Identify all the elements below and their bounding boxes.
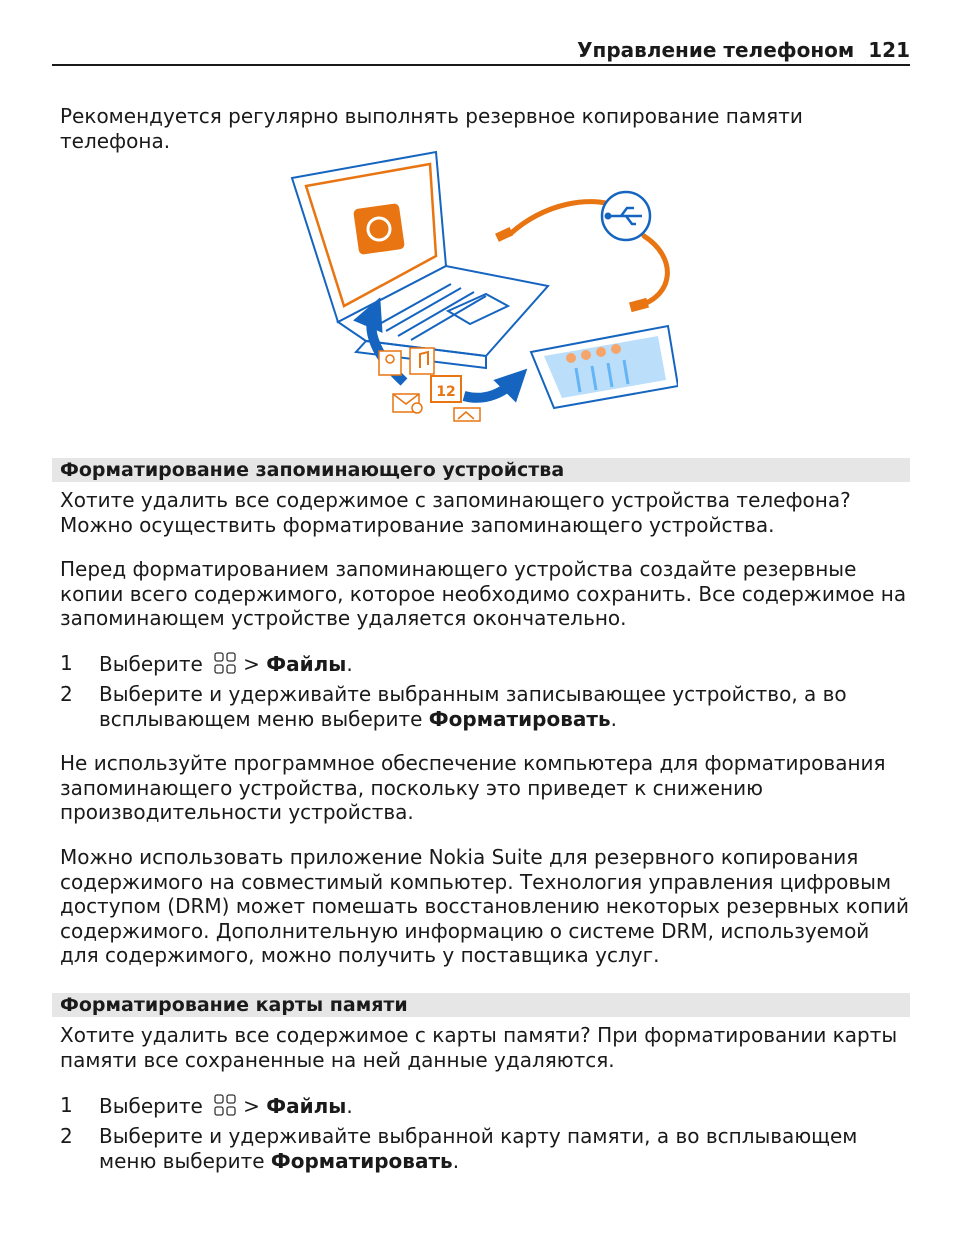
files-menu-item: Файлы — [266, 652, 347, 676]
step-text: Выберите и удерживайте выбранной карту памяти, а во всплывающем меню выберите — [99, 1124, 858, 1173]
step-suffix: . — [610, 706, 617, 731]
music-icon — [410, 348, 434, 374]
storage-step-2 — [60, 682, 910, 731]
step-number: 2 — [60, 1124, 73, 1148]
step-number: 2 — [60, 682, 73, 706]
files-menu-item: Файлы — [266, 1094, 347, 1118]
section-heading-memory-card: Форматирование карты памяти — [52, 993, 910, 1017]
menu-grid-icon[interactable] — [213, 651, 237, 675]
step-separator: > — [243, 652, 260, 676]
format-menu-item: Форматировать — [428, 706, 611, 731]
contact-icon — [379, 351, 401, 375]
step-number: 1 — [60, 1093, 73, 1117]
page-header — [52, 36, 910, 66]
step-suffix: . — [452, 1148, 460, 1173]
step-suffix: . — [346, 652, 353, 676]
section-heading-storage: Форматирование запоминающего устройства — [52, 458, 910, 482]
header-title: Управление телефоном — [577, 38, 855, 62]
memory-card-step-2 — [60, 1124, 910, 1173]
calendar-day: 12 — [436, 384, 456, 400]
step-separator: > — [243, 1094, 260, 1118]
phone-icon — [531, 326, 678, 408]
laptop-icon — [292, 152, 548, 368]
step-prefix: Выберите — [99, 652, 203, 676]
calendar-icon — [431, 376, 461, 402]
intro-text: Рекомендуется регулярно выполнять резервное копирование памяти телефона. — [60, 104, 803, 153]
step-text: Выберите и удерживайте выбранным записывающее устройство, а во всплывающем меню выберите — [99, 682, 847, 731]
menu-grid-icon[interactable] — [213, 1093, 237, 1117]
arrow-to-phone — [464, 380, 516, 398]
step-suffix: . — [346, 1094, 353, 1118]
storage-para-2: Перед форматированием запоминающего устройства создайте резервные копии всего содержимого, которое необходимо сохранить. Все содержимое на запоминающем устройстве удаляется окончательно. — [60, 557, 907, 630]
email-icon — [393, 394, 422, 413]
storage-step-1 — [60, 651, 910, 677]
storage-para-3: Не используйте программное обеспечение компьютера для форматирования запоминающего устройства, поскольку это приведет к снижению производительности устройства. — [60, 751, 886, 824]
backup-icon — [353, 203, 405, 255]
usb-icon — [602, 192, 650, 240]
storage-para-1: Хотите удалить все содержимое с запоминающего устройства телефона? Можно осуществить форматирование запоминающего устройства. — [60, 488, 851, 537]
page-number: 121 — [868, 38, 910, 62]
step-prefix: Выберите — [99, 1094, 203, 1118]
memory-card-step-1 — [60, 1093, 910, 1119]
storage-para-4: Можно использовать приложение Nokia Suite для резервного копирования содержимого на совместимый компьютер. Технология управления цифровым доступом (DRM) может помешать восстановлению некоторых резервных копий содержимого. Дополнительную информацию о системе DRM, используемой для содержимого, можно получить у поставщика услуг. — [60, 845, 910, 967]
step-number: 1 — [60, 651, 73, 675]
image-icon — [454, 408, 480, 421]
backup-illustration — [286, 146, 678, 422]
memory-card-para-1: Хотите удалить все содержимое с карты памяти? При форматировании карты памяти все сохраненные на ней данные удаляются. — [60, 1023, 898, 1072]
format-menu-item: Форматировать — [270, 1148, 453, 1173]
